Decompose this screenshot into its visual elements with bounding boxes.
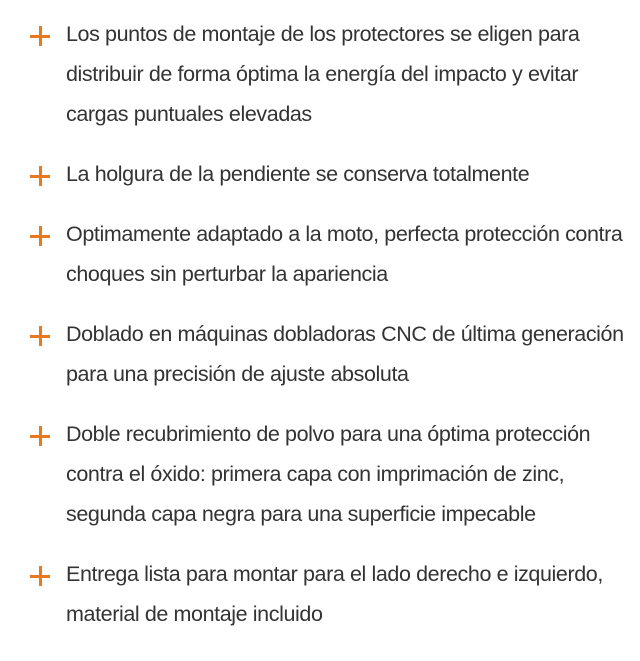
feature-line: segunda capa negra para una superficie impecable bbox=[66, 502, 536, 526]
feature-line: Los puntos de montaje de los protectores se eligen para bbox=[66, 22, 580, 46]
feature-item-cnc-bending bbox=[0, 314, 640, 394]
feature-line: choques sin perturbar la apariencia bbox=[66, 262, 388, 286]
feature-line: material de montaje incluido bbox=[66, 602, 323, 626]
feature-item-ground-clearance bbox=[0, 154, 640, 194]
plus-icon bbox=[30, 426, 50, 446]
plus-icon bbox=[30, 566, 50, 586]
feature-list bbox=[0, 14, 640, 654]
feature-item-powder-coating bbox=[0, 414, 640, 534]
feature-item-delivery bbox=[0, 554, 640, 634]
feature-line: para una precisión de ajuste absoluta bbox=[66, 362, 409, 386]
plus-icon bbox=[30, 326, 50, 346]
feature-line: contra el óxido: primera capa con imprimación de zinc, bbox=[66, 462, 565, 486]
plus-icon bbox=[30, 226, 50, 246]
feature-item-fit bbox=[0, 214, 640, 294]
feature-line: Doble recubrimiento de polvo para una óptima protección bbox=[66, 422, 591, 446]
feature-item-mounting-points bbox=[0, 14, 640, 134]
plus-icon bbox=[30, 26, 50, 46]
feature-line: La holgura de la pendiente se conserva totalmente bbox=[66, 162, 530, 186]
plus-icon bbox=[30, 166, 50, 186]
feature-line: Doblado en máquinas dobladoras CNC de última generación bbox=[66, 322, 624, 346]
feature-line: Optimamente adaptado a la moto, perfecta protección contra bbox=[66, 222, 623, 246]
feature-line: distribuir de forma óptima la energía del impacto y evitar bbox=[66, 62, 579, 86]
feature-line: cargas puntuales elevadas bbox=[66, 102, 312, 126]
feature-line: Entrega lista para montar para el lado derecho e izquierdo, bbox=[66, 562, 603, 586]
